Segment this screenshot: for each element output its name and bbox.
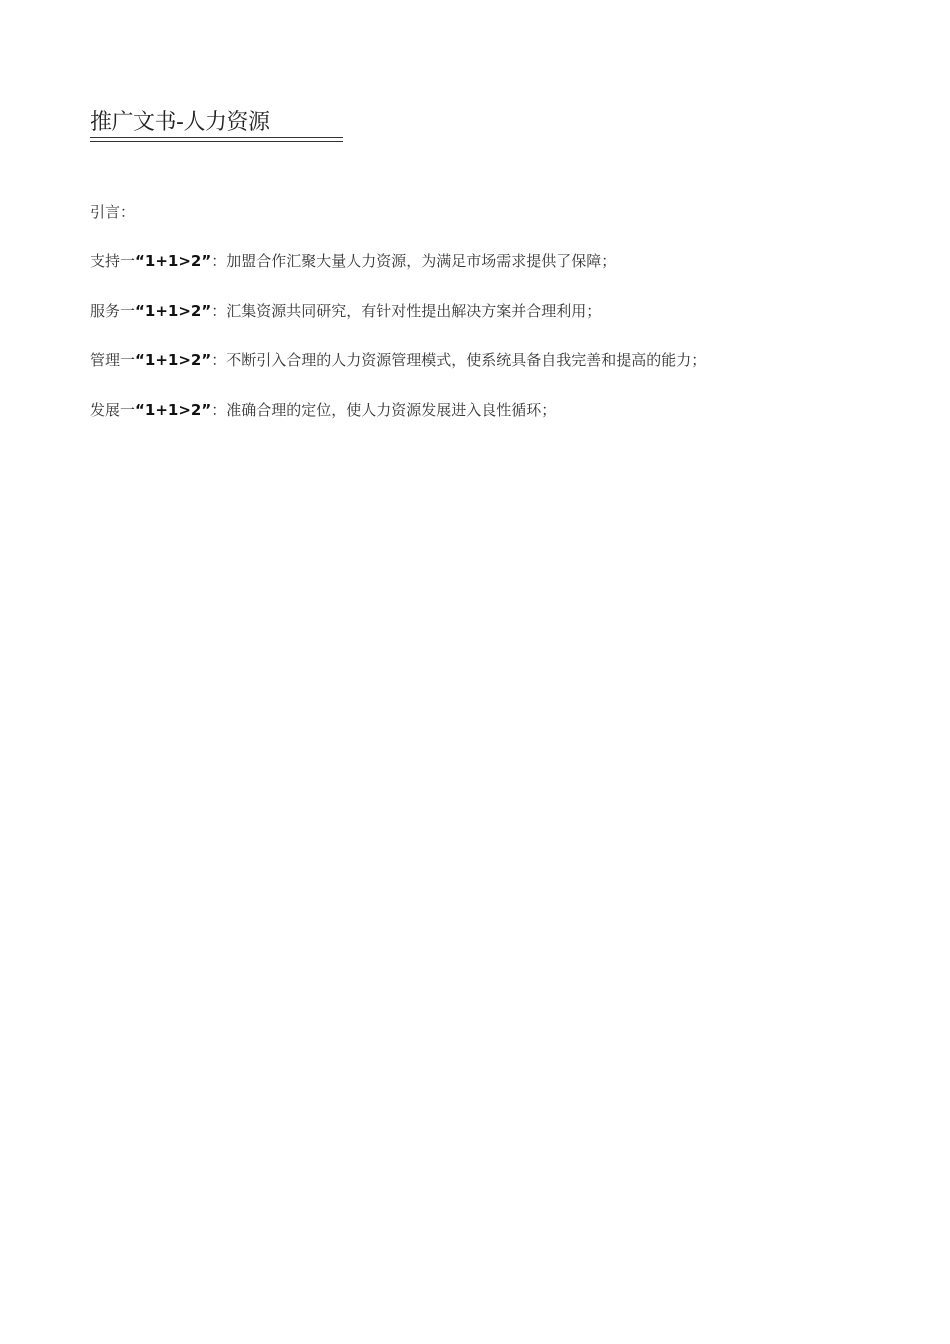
- paragraph-management: [90, 349, 706, 371]
- item-label: 管理: [90, 351, 121, 369]
- title-block: [90, 108, 343, 138]
- item-colon: ：: [211, 351, 227, 369]
- item-formula: “1+1>2”: [135, 252, 212, 270]
- item-formula: “1+1>2”: [135, 401, 212, 419]
- paragraph-support: [90, 250, 616, 272]
- item-label: 发展: [90, 401, 121, 419]
- item-dash: 一: [120, 401, 136, 419]
- item-colon: ：: [211, 252, 227, 270]
- item-colon: ：: [211, 302, 227, 320]
- document-title: 推广文书-人力资源: [90, 110, 270, 135]
- item-text: 加盟合作汇聚大量人力资源，为满足市场需求提供了保障；: [226, 252, 617, 270]
- item-text: 汇集资源共同研究，有针对性提出解决方案并合理利用；: [226, 302, 602, 320]
- paragraph-service: [90, 300, 601, 322]
- item-dash: 一: [120, 302, 136, 320]
- paragraph-development: [90, 399, 556, 421]
- title-underline-double: [90, 141, 343, 142]
- item-dash: 一: [120, 351, 136, 369]
- intro-label: 引言：: [90, 203, 136, 221]
- item-formula: “1+1>2”: [135, 351, 212, 369]
- title-underline: [90, 137, 343, 138]
- item-text: 不断引入合理的人力资源管理模式，使系统具备自我完善和提高的能力；: [226, 351, 707, 369]
- item-label: 服务: [90, 302, 121, 320]
- item-colon: ：: [211, 401, 227, 419]
- item-dash: 一: [120, 252, 136, 270]
- item-formula: “1+1>2”: [135, 302, 212, 320]
- item-label: 支持: [90, 252, 121, 270]
- item-text: 准确合理的定位，使人力资源发展进入良性循环；: [226, 401, 557, 419]
